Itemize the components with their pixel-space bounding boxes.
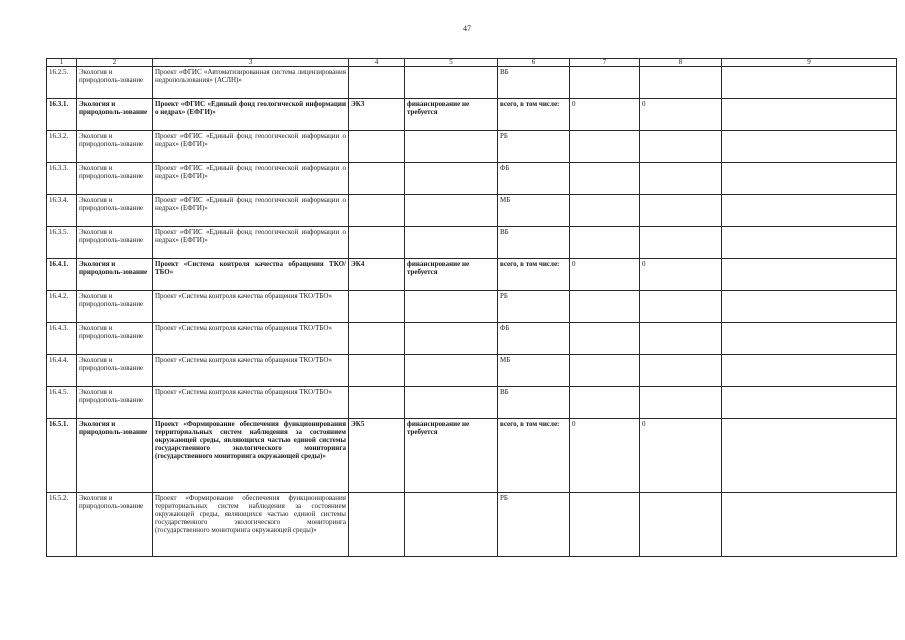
area-cell: Экология и природополь-зование — [77, 227, 153, 259]
funding-cell — [405, 131, 498, 163]
project-name-cell: Проект «ФГИС «Единый фонд геологической информации о недрах» (ЕФГИ)» — [153, 131, 349, 163]
table-row — [47, 323, 897, 355]
funding-cell — [405, 387, 498, 419]
funding-cell — [405, 195, 498, 227]
project-name-cell: Проект «Система контроля качества обращения ТКО/ТБО» — [153, 291, 349, 323]
table-row — [47, 227, 897, 259]
value-cell — [570, 163, 640, 195]
funding-cell — [405, 67, 498, 99]
funding-cell — [405, 355, 498, 387]
row-number-cell: 16.4.2. — [47, 291, 77, 323]
funding-cell: финансирование не требуется — [405, 419, 498, 493]
row-number-cell: 16.4.5. — [47, 387, 77, 419]
code-cell — [349, 131, 405, 163]
value-cell — [722, 259, 897, 291]
row-number-cell: 16.3.4. — [47, 195, 77, 227]
value-cell — [640, 227, 722, 259]
value-cell — [722, 419, 897, 493]
value-cell: 0 — [640, 419, 722, 493]
value-cell — [722, 387, 897, 419]
code-cell: ЭК3 — [349, 99, 405, 131]
row-number-cell: 16.3.5. — [47, 227, 77, 259]
funding-cell — [405, 493, 498, 557]
project-name-cell: Проект «ФГИС «Автоматизированная система лицензирования недропользования» (АСЛН)» — [153, 67, 349, 99]
value-cell — [570, 67, 640, 99]
header-cell: 1 — [47, 59, 77, 67]
budget-source-cell: всего, в том числе: — [498, 99, 570, 131]
value-cell — [640, 67, 722, 99]
code-cell — [349, 355, 405, 387]
header-row — [47, 59, 897, 67]
header-cell: 2 — [77, 59, 153, 67]
area-cell: Экология и природополь-зование — [77, 387, 153, 419]
budget-source-cell: всего, в том числе: — [498, 419, 570, 493]
value-cell — [570, 131, 640, 163]
project-name-cell: Проект «Система контроля качества обращения ТКО/ТБО» — [153, 387, 349, 419]
budget-table — [46, 58, 897, 557]
value-cell — [640, 323, 722, 355]
budget-source-cell: ФБ — [498, 163, 570, 195]
project-name-cell: Проект «ФГИС «Единый фонд геологической информации о недрах» (ЕФГИ)» — [153, 227, 349, 259]
table-row — [47, 131, 897, 163]
budget-source-cell: ВБ — [498, 67, 570, 99]
value-cell: 0 — [640, 259, 722, 291]
value-cell — [570, 387, 640, 419]
header-cell: 5 — [405, 59, 498, 67]
row-number-cell: 16.2.5. — [47, 67, 77, 99]
value-cell — [722, 493, 897, 557]
area-cell: Экология и природополь-зование — [77, 259, 153, 291]
table-row — [47, 291, 897, 323]
funding-cell — [405, 323, 498, 355]
header-cell: 9 — [722, 59, 897, 67]
funding-cell: финансирование не требуется — [405, 259, 498, 291]
value-cell — [722, 355, 897, 387]
value-cell — [722, 195, 897, 227]
table-row — [47, 419, 897, 493]
value-cell: 0 — [570, 419, 640, 493]
row-number-cell: 16.3.2. — [47, 131, 77, 163]
budget-source-cell: РБ — [498, 493, 570, 557]
table-row — [47, 67, 897, 99]
value-cell — [640, 493, 722, 557]
row-number-cell: 16.3.1. — [47, 99, 77, 131]
row-number-cell: 16.4.3. — [47, 323, 77, 355]
table-row — [47, 259, 897, 291]
project-name-cell: Проект «Формирование обеспечения функционирования территориальных систем наблюдения за состоянием окружающей среды, являющихся частью единой системы государственного экологического мониторинга (государственного мониторинга окружающей среды)» — [153, 493, 349, 557]
value-cell — [640, 163, 722, 195]
page-number: 47 — [463, 24, 471, 33]
table-row — [47, 195, 897, 227]
funding-cell — [405, 227, 498, 259]
value-cell — [722, 67, 897, 99]
code-cell — [349, 323, 405, 355]
table-row — [47, 163, 897, 195]
project-name-cell: Проект «Формирование обеспечения функционирования территориальных систем наблюдения за состоянием окружающей среды, являющихся частью единой системы государственного экологического мониторинга (государственного мониторинга окружающей среды)» — [153, 419, 349, 493]
value-cell — [722, 227, 897, 259]
row-number-cell: 16.4.1. — [47, 259, 77, 291]
funding-cell — [405, 291, 498, 323]
header-cell: 7 — [570, 59, 640, 67]
value-cell — [570, 227, 640, 259]
area-cell: Экология и природополь-зование — [77, 195, 153, 227]
area-cell: Экология и природополь-зование — [77, 163, 153, 195]
funding-cell: финансирование не требуется — [405, 99, 498, 131]
code-cell: ЭК4 — [349, 259, 405, 291]
value-cell — [570, 291, 640, 323]
value-cell — [570, 323, 640, 355]
header-cell: 3 — [153, 59, 349, 67]
funding-cell — [405, 163, 498, 195]
area-cell: Экология и природополь-зование — [77, 493, 153, 557]
area-cell: Экология и природополь-зование — [77, 131, 153, 163]
area-cell: Экология и природополь-зование — [77, 355, 153, 387]
row-number-cell: 16.5.1. — [47, 419, 77, 493]
value-cell — [640, 355, 722, 387]
value-cell — [722, 131, 897, 163]
code-cell — [349, 163, 405, 195]
header-cell: 6 — [498, 59, 570, 67]
area-cell: Экология и природополь-зование — [77, 67, 153, 99]
value-cell — [640, 387, 722, 419]
code-cell — [349, 67, 405, 99]
value-cell — [640, 131, 722, 163]
project-name-cell: Проект «Система контроля качества обращения ТКО/ТБО» — [153, 323, 349, 355]
project-name-cell: Проект «ФГИС «Единый фонд геологической информации о недрах» (ЕФГИ)» — [153, 163, 349, 195]
table-row — [47, 355, 897, 387]
area-cell: Экология и природополь-зование — [77, 99, 153, 131]
value-cell — [570, 195, 640, 227]
project-name-cell: Проект «ФГИС «Единый фонд геологической информации о недрах» (ЕФГИ)» — [153, 195, 349, 227]
value-cell — [570, 355, 640, 387]
code-cell: ЭК5 — [349, 419, 405, 493]
header-cell: 4 — [349, 59, 405, 67]
budget-source-cell: РБ — [498, 291, 570, 323]
area-cell: Экология и природополь-зование — [77, 291, 153, 323]
project-name-cell: Проект «ФГИС «Единый фонд геологической информации о недрах» (ЕФГИ)» — [153, 99, 349, 131]
value-cell — [640, 291, 722, 323]
code-cell — [349, 387, 405, 419]
project-name-cell: Проект «Система контроля качества обращения ТКО/ТБО» — [153, 355, 349, 387]
value-cell — [722, 323, 897, 355]
budget-source-cell: РБ — [498, 131, 570, 163]
budget-source-cell: ФБ — [498, 323, 570, 355]
row-number-cell: 16.5.2. — [47, 493, 77, 557]
value-cell — [640, 195, 722, 227]
code-cell — [349, 227, 405, 259]
value-cell — [722, 163, 897, 195]
code-cell — [349, 291, 405, 323]
row-number-cell: 16.3.3. — [47, 163, 77, 195]
value-cell: 0 — [640, 99, 722, 131]
value-cell — [722, 291, 897, 323]
value-cell: 0 — [570, 259, 640, 291]
value-cell: 0 — [570, 99, 640, 131]
code-cell — [349, 493, 405, 557]
area-cell: Экология и природополь-зование — [77, 323, 153, 355]
project-name-cell: Проект «Система контроля качества обращения ТКО/ТБО» — [153, 259, 349, 291]
budget-source-cell: всего, в том числе: — [498, 259, 570, 291]
table-body — [47, 59, 897, 557]
area-cell: Экология и природополь-зование — [77, 419, 153, 493]
header-cell: 8 — [640, 59, 722, 67]
value-cell — [722, 99, 897, 131]
table-row — [47, 99, 897, 131]
budget-source-cell: МБ — [498, 195, 570, 227]
budget-source-cell: ВБ — [498, 227, 570, 259]
budget-source-cell: МБ — [498, 355, 570, 387]
budget-source-cell: ВБ — [498, 387, 570, 419]
code-cell — [349, 195, 405, 227]
table-row — [47, 387, 897, 419]
row-number-cell: 16.4.4. — [47, 355, 77, 387]
value-cell — [570, 493, 640, 557]
table-row — [47, 493, 897, 557]
